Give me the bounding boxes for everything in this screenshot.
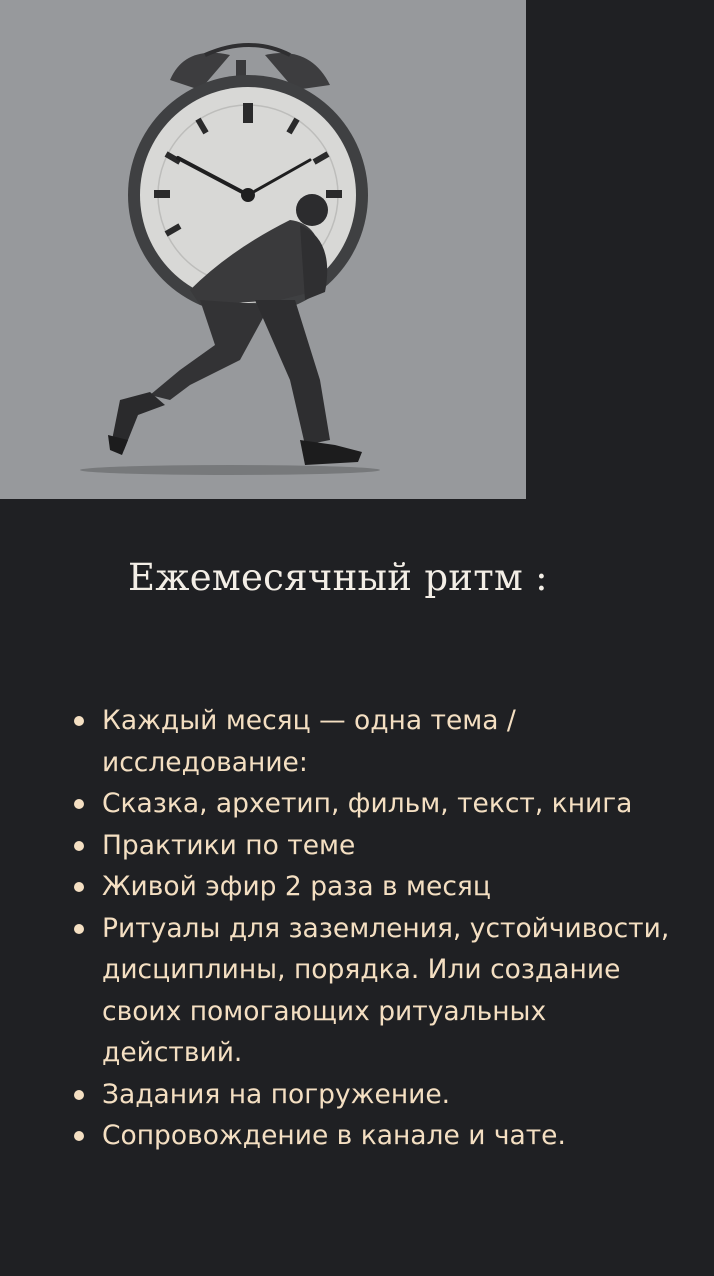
page-title: Ежемесячный ритм : bbox=[128, 556, 548, 599]
bullet-icon bbox=[74, 1090, 84, 1100]
list-item bbox=[72, 700, 692, 783]
man-carrying-clock-illustration bbox=[0, 0, 526, 499]
list-item bbox=[72, 866, 692, 908]
bullet-icon bbox=[74, 882, 84, 892]
list-item bbox=[72, 825, 692, 867]
list-item-text: Живой эфир 2 раза в месяц bbox=[102, 871, 491, 902]
bullet-icon bbox=[74, 799, 84, 809]
bullet-icon bbox=[74, 841, 84, 851]
bullet-icon bbox=[74, 716, 84, 726]
hero-illustration bbox=[0, 0, 526, 499]
bullet-icon bbox=[74, 924, 84, 934]
feature-list bbox=[72, 700, 692, 1157]
list-item-text: Сказка, архетип, фильм, текст, книга bbox=[102, 788, 633, 819]
list-item bbox=[72, 908, 692, 1074]
list-item-text: Практики по теме bbox=[102, 829, 356, 861]
list-item bbox=[72, 1115, 692, 1157]
list-item bbox=[72, 783, 692, 825]
list-item-text: Задания на погружение. bbox=[102, 1078, 451, 1110]
list-item-text: Каждый месяц — одна тема / исследование: bbox=[102, 705, 516, 778]
list-item-text: Ритуалы для заземления, устойчивости, дисциплины, порядка. Или создание своих помогающих ритуальных действий. bbox=[102, 912, 670, 1068]
bullet-icon bbox=[74, 1131, 84, 1141]
list-item bbox=[72, 1074, 692, 1116]
list-item-text: Сопровождение в канале и чате. bbox=[102, 1120, 566, 1151]
